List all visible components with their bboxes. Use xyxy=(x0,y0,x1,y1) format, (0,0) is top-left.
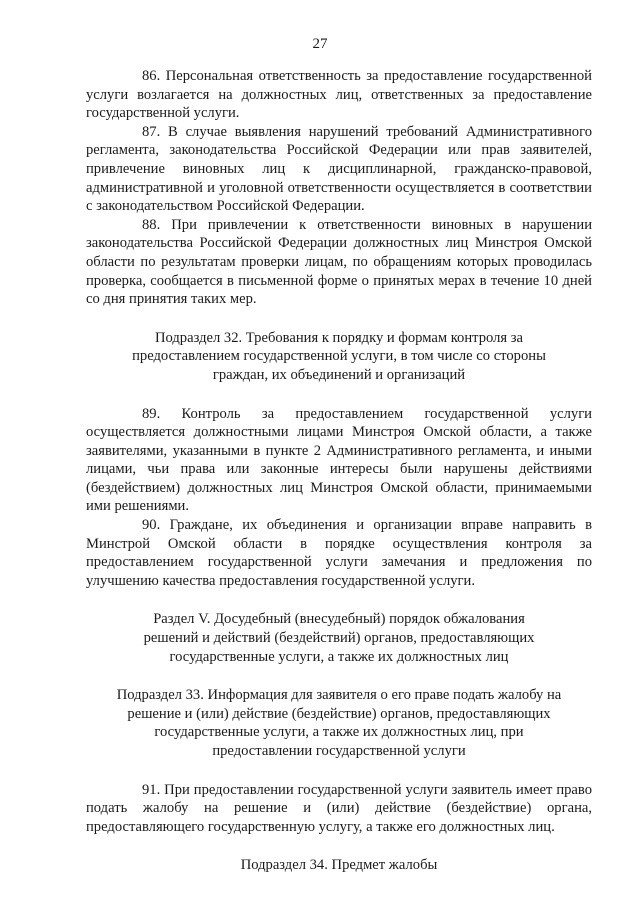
page-number: 27 xyxy=(312,36,328,52)
subsection-33-heading: Подраздел 33. Информация для заявителя о его праве подать жалобу на решение и (или) действие (бездействие) органов, предоставляющих государственные услуги, а также их должностных лиц, при предоставлении государственной услуги xyxy=(116,687,562,759)
paragraph-86: 86. Персональная ответственность за предоставление государственной услуги возлагается на должностных лиц, ответственных за предоставление государственной услуги. xyxy=(86,68,592,122)
paragraph-89: 89. Контроль за предоставлением государственной услуги осуществляется должностными лицами Минстроя Омской области, а также заявителями, указанными в пункте 2 Административного регламента, и иными лицами, чьи права или законные интересы были нарушены действиями (бездействием) должностных лиц Минстроя Омской области, принимаемыми ими решениями. xyxy=(86,405,592,515)
subsection-34-heading: Подраздел 34. Предмет жалобы xyxy=(240,857,438,874)
paragraph-91: 91. При предоставлении государственной услуги заявитель имеет право подать жалобу на решение и (или) действие (бездействие) органа, предоставляющего государственную услугу, а также его должностных лиц. xyxy=(86,781,592,835)
paragraph-90: 90. Граждане, их объединения и организации вправе направить в Минстрой Омской области в порядке осуществления контроля за предоставлением государственной услуги замечания и предложения по улучшению качества предоставления государственной услуги. xyxy=(86,517,592,589)
paragraph-87: 87. В случае выявления нарушений требований Административного регламента, законодательства Российской Федерации или прав заявителей, привлечение виновных лиц к дисциплинарной, гражданско-правовой, административной и уголовной ответственности осуществляется в соответствии с законодательством Российской Федерации. xyxy=(86,123,592,215)
document-body xyxy=(86,67,592,875)
paragraph-88: 88. При привлечении к ответственности виновных в нарушении законодательства Российской Федерации должностных лиц Минстроя Омской области по результатам проверки лицам, по обращениям которых проводилась проверка, сообщается в письменной форме о принятых мерах в течение 10 дней со дня принятия таких мер. xyxy=(86,216,592,308)
section-5-heading: Раздел V. Досудебный (внесудебный) порядок обжалования решений и действий (бездействий) органов, предоставляющих государственные услуги, а также их должностных лиц xyxy=(143,611,535,665)
subsection-32-heading: Подраздел 32. Требования к порядку и формам контроля за предоставлением государственной услуги, в том числе со стороны граждан, их объединений и организаций xyxy=(132,329,546,383)
